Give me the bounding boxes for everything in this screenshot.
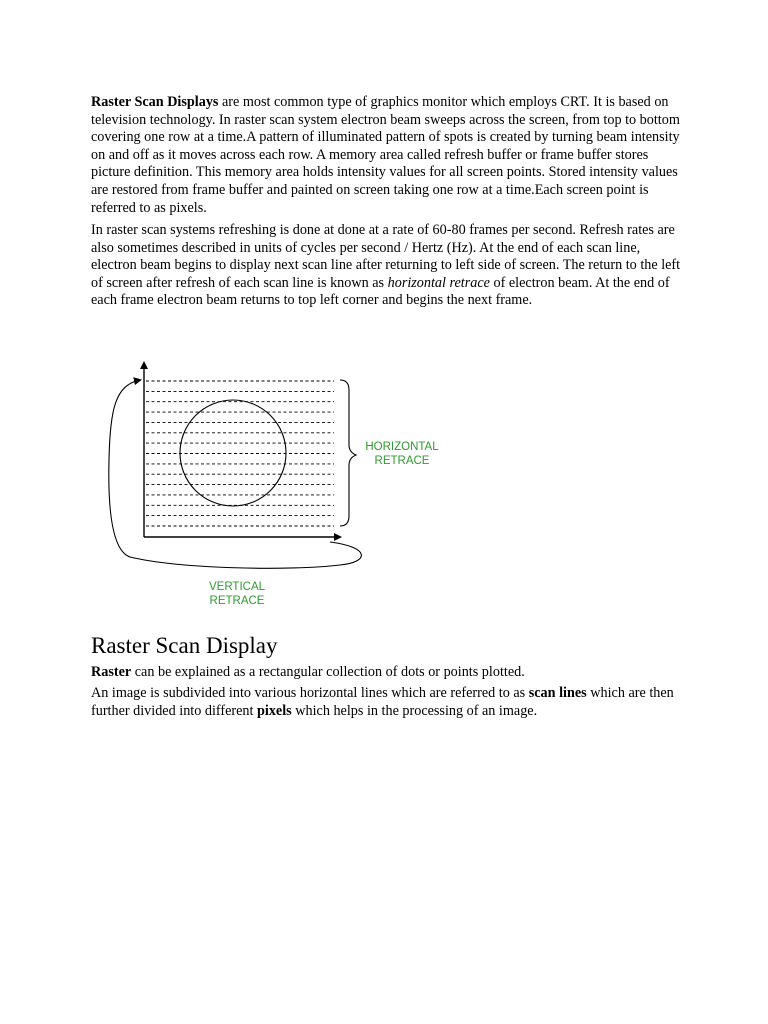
scan-lines xyxy=(146,381,334,526)
raster-scan-diagram xyxy=(100,352,450,614)
refresh-emphasis: horizontal retrace xyxy=(387,274,490,291)
raster-definition xyxy=(91,664,681,682)
section-title: Raster Scan Display xyxy=(91,633,278,658)
raster-term: Raster xyxy=(91,664,132,680)
scan-lines-term: scan lines xyxy=(528,685,587,701)
refresh-text-after: of electron beam. At the end of each frame electron beam returns to top left corner and begins the next frame. xyxy=(91,274,670,309)
scan-lines-paragraph xyxy=(91,685,681,720)
horizontal-retrace-label-line2: RETRACE xyxy=(374,455,430,467)
detail-start: An image is subdivided into various horizontal lines which are referred to as xyxy=(91,685,529,701)
circle-shape xyxy=(180,400,286,506)
intro-text: are most common type of graphics monitor which employs CRT. It is based on television technology. In raster scan system electron beam sweeps across the screen, from top to bottom covering one row at a time.A pattern of illuminated pattern of spots is created by turning beam intensity on and off as it moves across each row. A memory area called refresh buffer or frame buffer stores picture definition. This memory area holds intensity values for all screen points. Stored intensity values are restored from frame buffer and painted on screen taking one row at a time.Each screen point is referred to as pixels. xyxy=(91,94,680,216)
refresh-text-before: In raster scan systems refreshing is done at done at a rate of 60-80 frames per second. Refresh rates are also sometimes described in units of cycles per second / Hertz (Hz). At the end of each scan line, electron beam begins to display next scan line after returning to left side of screen. The return to the left of screen after refresh of each scan line is known as xyxy=(91,222,681,291)
horizontal-retrace-brace xyxy=(340,380,356,526)
vertical-retrace-label-line2: RETRACE xyxy=(209,595,265,607)
raster-definition-text: can be explained as a rectangular collection of dots or points plotted. xyxy=(131,664,525,680)
intro-term: Raster Scan Displays xyxy=(91,94,219,110)
detail-mid: which are then further divided into different xyxy=(91,685,674,719)
detail-end: which helps in the processing of an image. xyxy=(291,702,538,719)
pixels-term: pixels xyxy=(257,702,292,719)
horizontal-retrace-label-line1: HORIZONTAL xyxy=(365,441,439,453)
vertical-retrace-label-line1: VERTICAL xyxy=(208,581,266,593)
intro-paragraph xyxy=(91,94,681,217)
refresh-paragraph xyxy=(91,222,681,310)
